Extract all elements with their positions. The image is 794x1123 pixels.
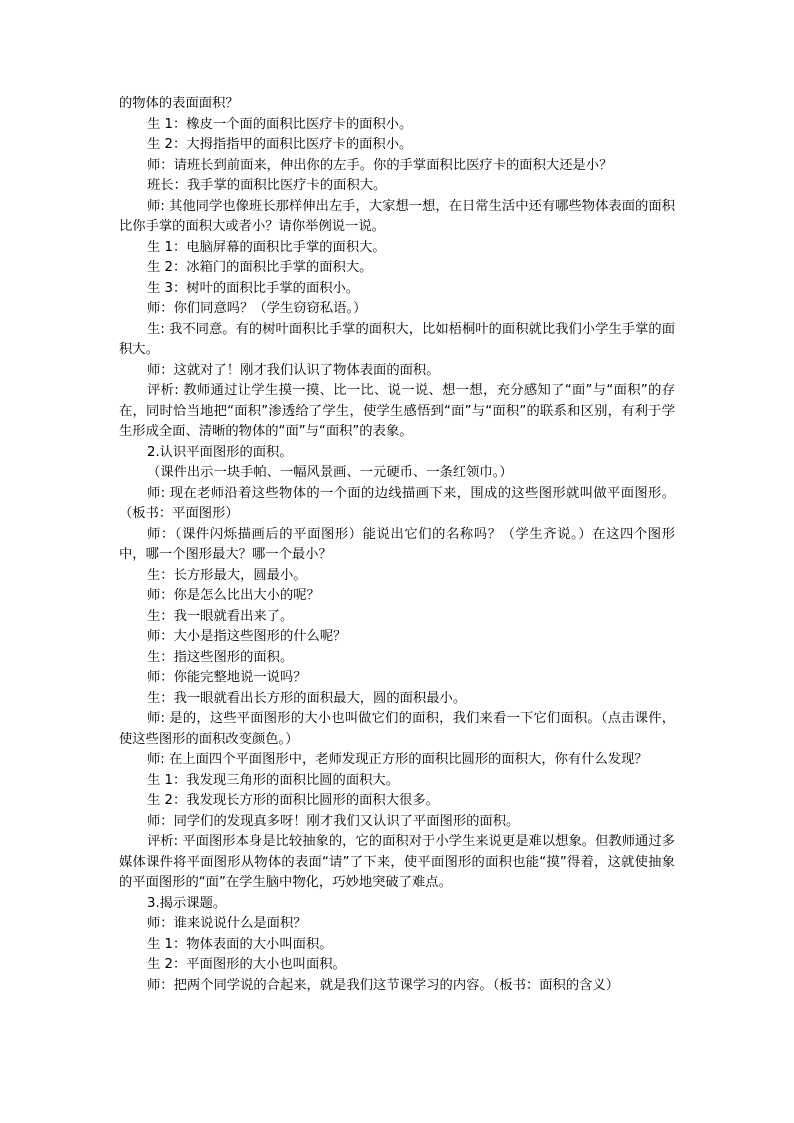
paragraph: 生 2：大拇指指甲的面积比医疗卡的面积小。 — [147, 137, 413, 152]
paragraph: 师：你能完整地说一说吗？ — [147, 670, 307, 685]
paragraph: 师：你是怎么比出大小的呢？ — [147, 588, 320, 603]
paragraph: 生 2：我发现长方形的面积比圆形的面积大很多。 — [147, 793, 439, 808]
paragraph: 评析: 教师通过让学生摸一摸、比一比、说一说、想一想，充分感知了“面”与“面积”的存在，同时恰当地把“面积”渗透给了学生，使学生感悟到“面”与“面积”的联系和区别，有利于学生形成全面、清晰的物体的“面”与“面积”的表象。 — [119, 383, 675, 439]
paragraph: 师：同学们的发现真多呀！刚才我们又认识了平面图形的面积。 — [147, 813, 520, 829]
paragraph: 生：长方形最大，圆最小。 — [147, 567, 307, 583]
paragraph: 师：谁来说说什么是面积？ — [147, 916, 307, 931]
paragraph: 师: 是的，这些平面图形的大小也叫做它们的面积，我们来看一下它们面积。（点击课件，使这些图形的面积改变颜色。） — [119, 711, 675, 747]
paragraph: 生：我一眼就看出来了。 — [147, 608, 294, 624]
paragraph: （课件出示一块手帕、一幅风景画、一元硬币、一条红领巾。） — [147, 465, 513, 480]
paragraph: 师: 现在老师沿着这些物体的一个面的边线描画下来，围成的这些图形就叫做平面图形。（板书：平面图形） — [119, 485, 675, 521]
paragraph: 2.认识平面图形的面积。 — [147, 444, 293, 460]
paragraph: 生 3：树叶的面积比手掌的面积小。 — [147, 280, 360, 296]
paragraph: 师: 其他同学也像班长那样伸出左手，大家想一想，在日常生活中还有哪些物体表面的面积比你手掌的面积大或者小？请你举例说一说。 — [119, 198, 675, 234]
paragraph: 生 1：橡皮一个面的面积比医疗卡的面积小。 — [147, 116, 413, 132]
paragraph: 3.揭示课题。 — [147, 895, 227, 911]
paragraph: 师：请班长到前面来，伸出你的左手。你的手掌面积比医疗卡的面积大还是小？ — [147, 157, 613, 173]
paragraph: 师: 在上面四个平面图形中，老师发现正方形的面积比圆形的面积大，你有什么发现？ — [147, 752, 648, 767]
paragraph: 的物体的表面面积？ — [119, 96, 239, 111]
paragraph: 生 2：冰箱门的面积比手掌的面积大。 — [147, 260, 373, 275]
paragraph: 生 1：物体表面的大小叫面积。 — [147, 936, 333, 952]
paragraph: 生：我一眼就看出长方形的面积最大，圆的面积最小。 — [147, 690, 467, 706]
paragraph: 班长：我手掌的面积比医疗卡的面积大。 — [147, 178, 387, 193]
paragraph: 师：大小是指这些图形的什么呢？ — [147, 629, 347, 644]
paragraph: 评析: 平面图形本身是比较抽象的，它的面积对于小学生来说更是难以想象。但教师通过多媒体课件将平面图形从物体的表面“请”了下来，使平面图形的面积也能“摸”得着，这就使抽象的平面图形的“面”在学生脑中物化，巧妙地突破了难点。 — [119, 834, 675, 890]
paragraph: 师：你们同意吗？（学生窃窃私语。） — [147, 301, 367, 316]
paragraph: 生 1：我发现三角形的面积比圆的面积大。 — [147, 772, 400, 788]
paragraph: 师：（课件闪烁描画后的平面图形）能说出它们的名称吗？（学生齐说。）在这四个图形中，哪一个图形最大？哪一个最小？ — [119, 526, 675, 562]
paragraph: 生: 我不同意。有的树叶面积比手掌的面积大，比如梧桐叶的面积就比我们小学生手掌的面积大。 — [119, 321, 675, 357]
paragraph: 师：把两个同学说的合起来，就是我们这节课学习的内容。（板书：面积的含义） — [147, 977, 620, 993]
paragraph: 生 1：电脑屏幕的面积比手掌的面积大。 — [147, 239, 386, 255]
paragraph: 生 2：平面图形的大小也叫面积。 — [147, 957, 346, 972]
paragraph: 生：指这些图形的面积。 — [147, 649, 294, 665]
paragraph: 师：这就对了！刚才我们认识了物体表面的面积。 — [147, 362, 440, 378]
